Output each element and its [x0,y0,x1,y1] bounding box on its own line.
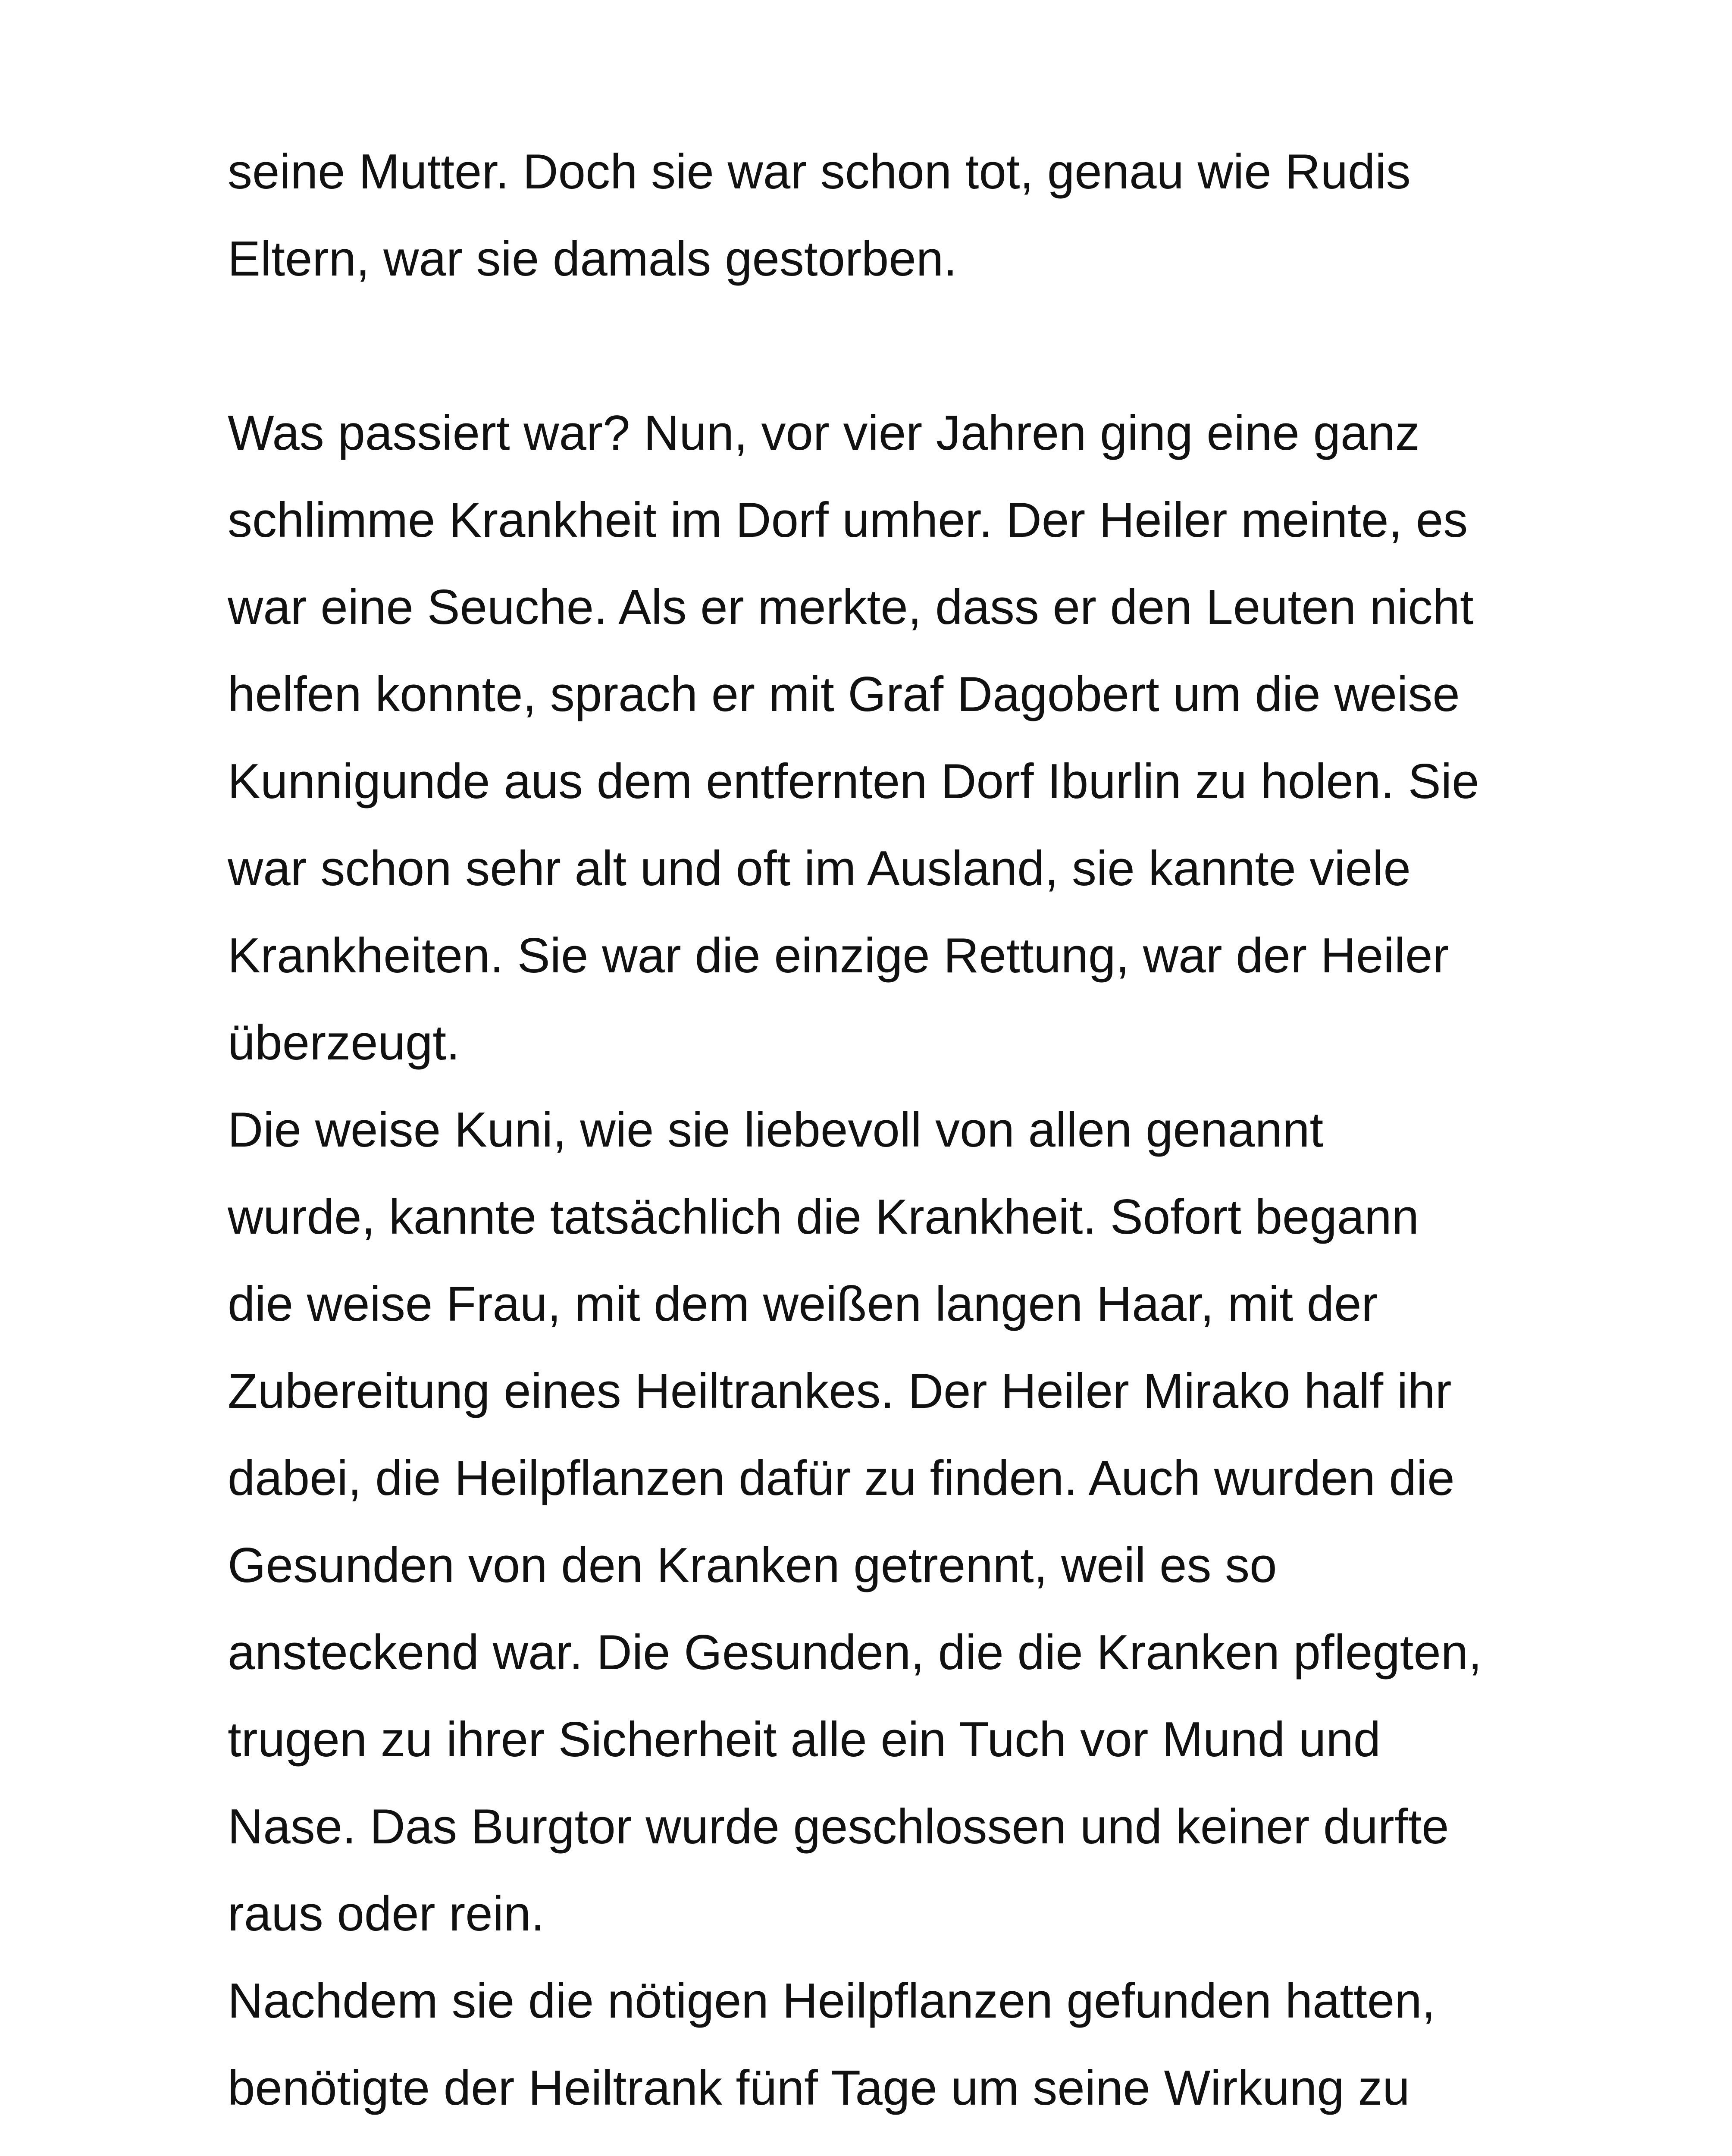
text-line: Gesunden von den Kranken getrennt, weil es so [228,1538,1277,1593]
text-line: überzeugt. [228,1015,460,1070]
text-line: Nachdem sie die nötigen Heilpflanzen gefunden hatten, [228,1974,1436,2028]
text-line: trugen zu ihrer Sicherheit alle ein Tuch vor Mund und [228,1712,1381,1767]
text-line: Nase. Das Burgtor wurde geschlossen und keiner durfte [228,1799,1449,1854]
text-line: Krankheiten. Sie war die einzige Rettung, war der Heiler [228,928,1449,983]
text-line: wurde, kannte tatsächlich die Krankheit. Sofort begann [228,1190,1419,1244]
paragraph-4 [228,1958,1564,2132]
text-line: ansteckend war. Die Gesunden, die die Kranken pflegten, [228,1625,1482,1680]
text-line: die weise Frau, mit dem weißen langen Haar, mit der [228,1277,1378,1332]
text-line: helfen konnte, sprach er mit Graf Dagobert um die weise [228,667,1460,722]
body-text [228,128,1564,2132]
text-line: benötigte der Heiltrank fünf Tage um seine Wirkung zu [228,2061,1410,2115]
paragraph-3 [228,1087,1564,1958]
paragraph-2 [228,390,1564,1087]
text-line: Die weise Kuni, wie sie liebevoll von allen genannt [228,1103,1324,1157]
text-line: Was passiert war? Nun, vor vier Jahren ging eine ganz [228,406,1420,461]
text-line: dabei, die Heilpflanzen dafür zu finden. Auch wurden die [228,1451,1455,1506]
text-line: war eine Seuche. Als er merkte, dass er den Leuten nicht [228,580,1474,635]
text-line: war schon sehr alt und oft im Ausland, sie kannte viele [228,841,1411,896]
text-line: Eltern, war sie damals gestorben. [228,232,957,286]
text-line: schlimme Krankheit im Dorf umher. Der Heiler meinte, es [228,493,1468,548]
text-line: Kunnigunde aus dem entfernten Dorf Iburlin zu holen. Sie [228,754,1479,809]
text-line: Zubereitung eines Heiltrankes. Der Heiler Mirako half ihr [228,1364,1452,1419]
paragraph-spacer [228,303,1564,390]
paragraph-1 [228,128,1564,303]
text-line: raus oder rein. [228,1887,545,1941]
text-line: seine Mutter. Doch sie war schon tot, genau wie Rudis [228,144,1411,199]
